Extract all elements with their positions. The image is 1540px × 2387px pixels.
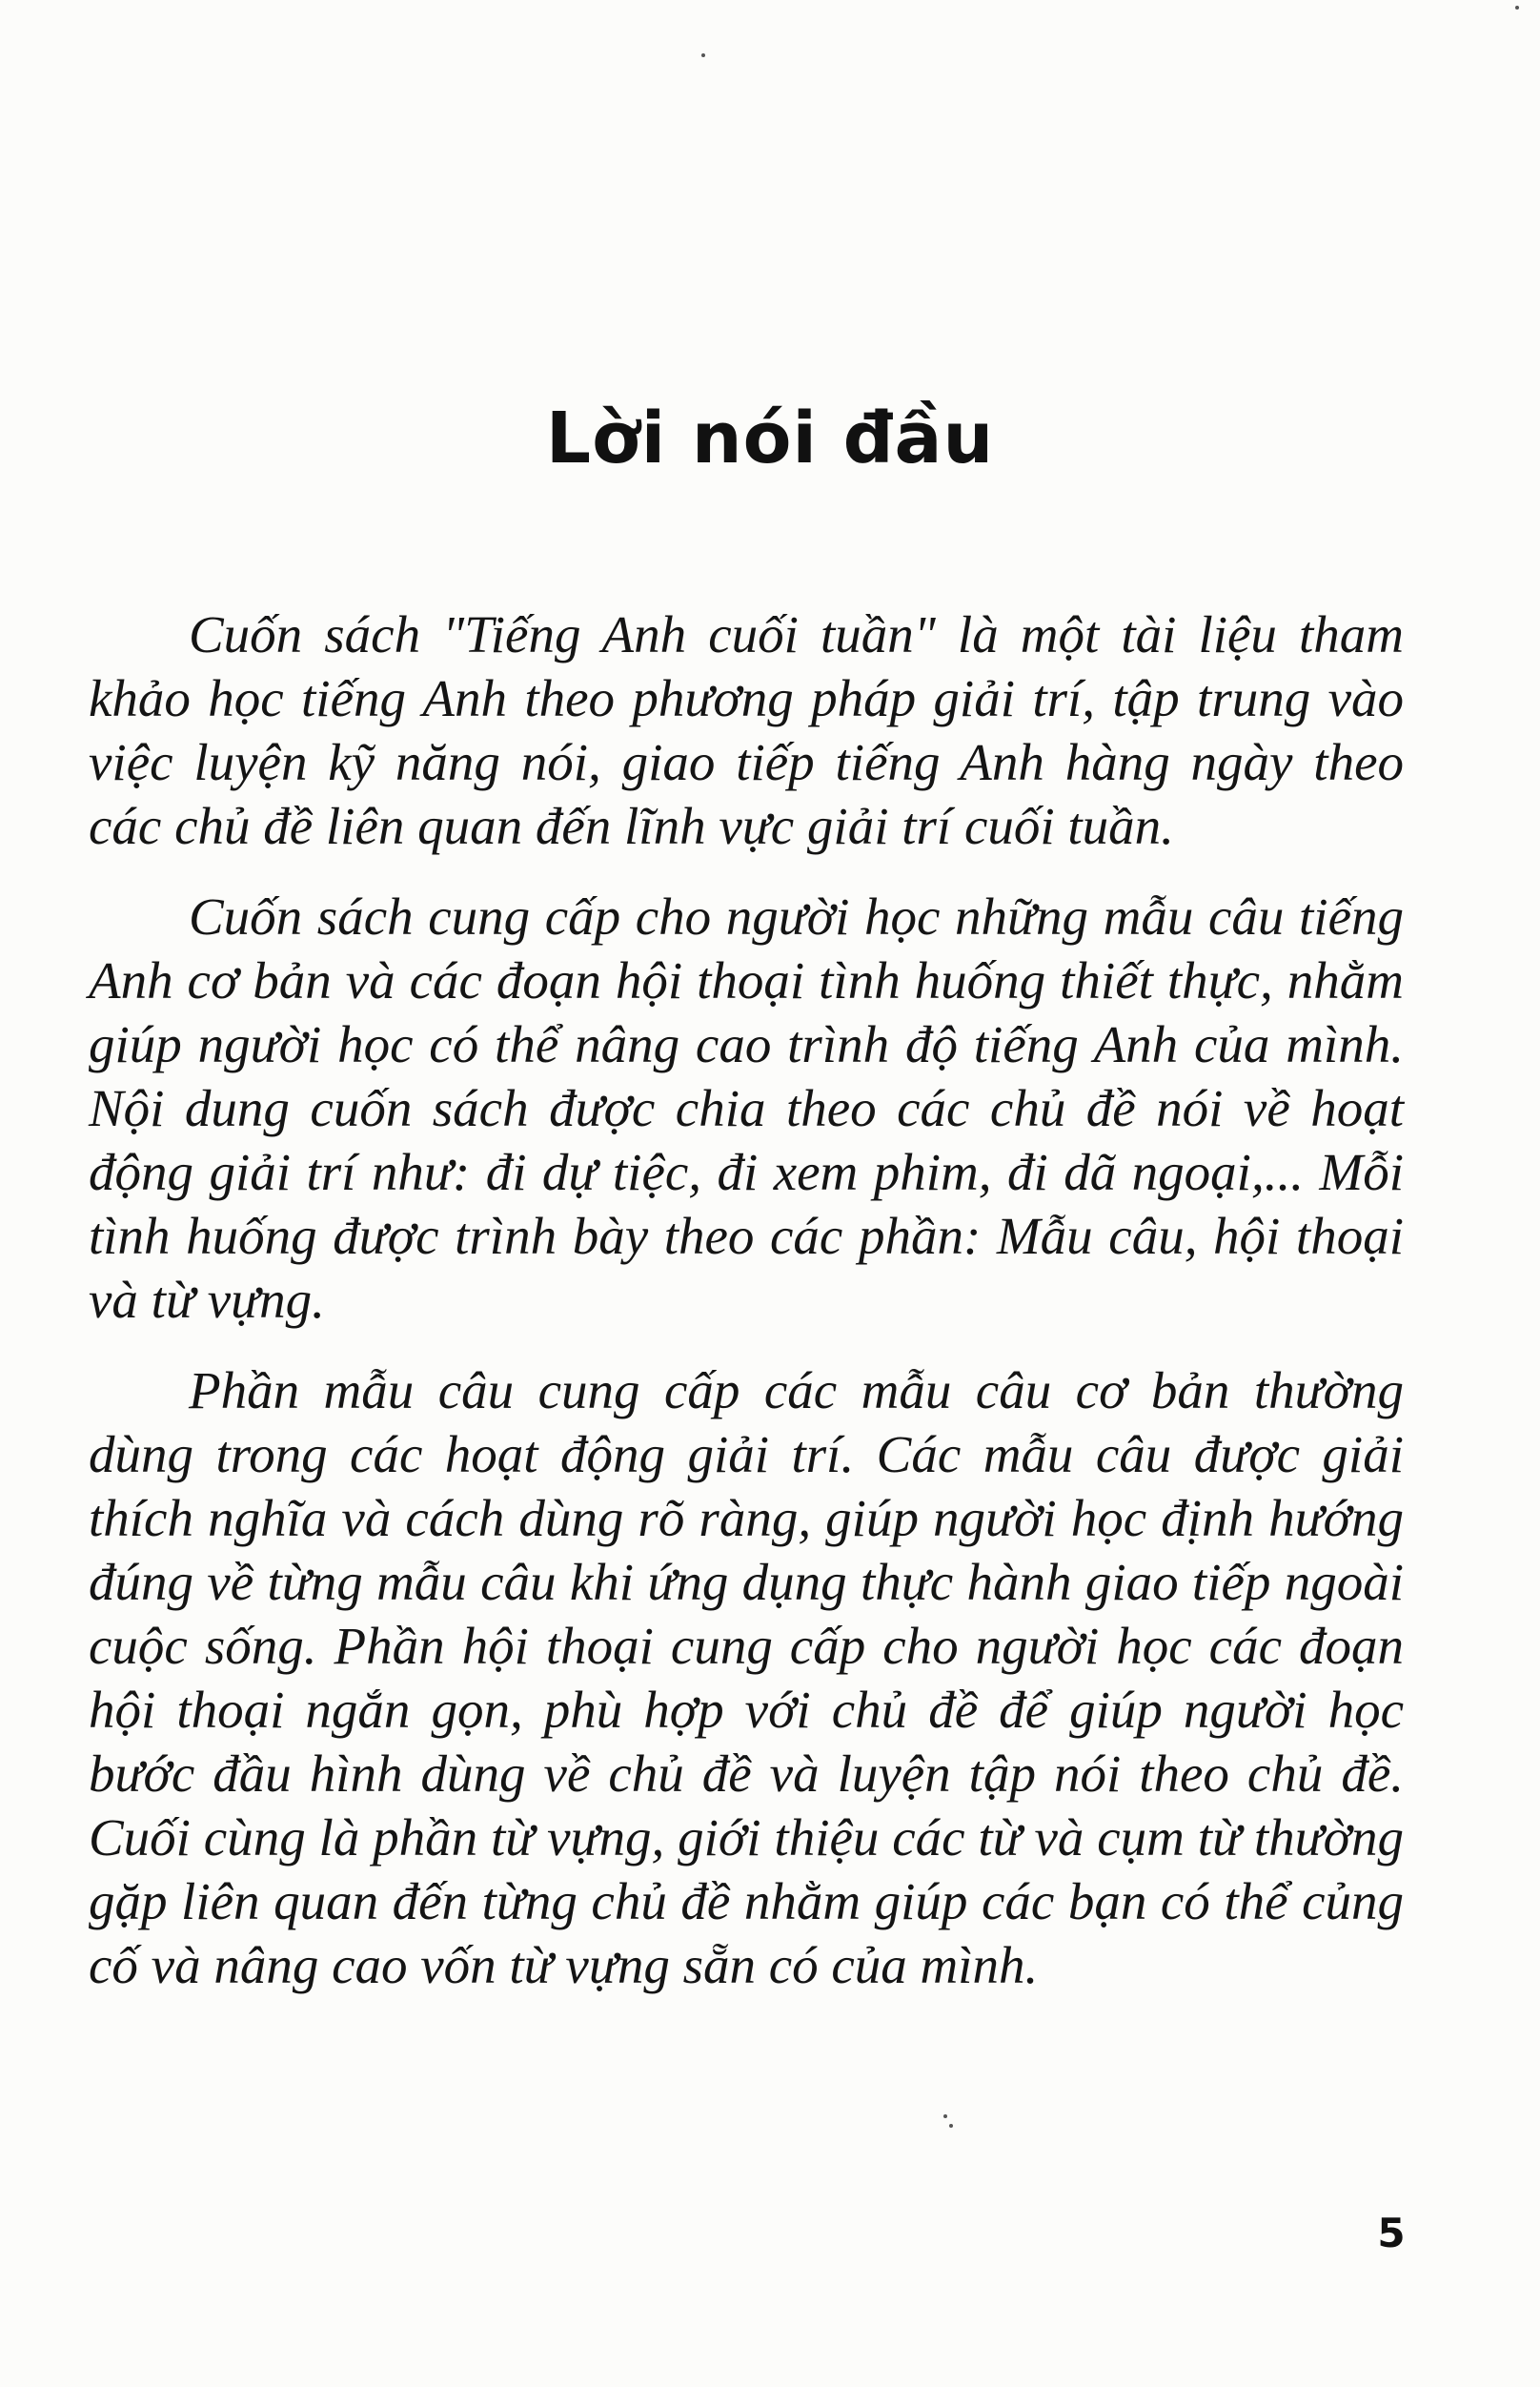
scan-speck	[943, 2114, 947, 2118]
page-title: Lời nói đầu	[545, 398, 995, 479]
scan-speck	[949, 2124, 953, 2128]
scan-speck	[1515, 6, 1519, 10]
paragraph-1: Cuốn sách "Tiếng Anh cuối tuần" là một tài liệu tham khảo học tiếng Anh theo phương pháp giải trí, tập trung vào việc luyện kỹ năng nói, giao tiếp tiếng Anh hàng ngày theo các chủ đề liên quan đến lĩnh vực giải trí cuối tuần.	[89, 605, 1404, 855]
scan-speck	[701, 53, 705, 57]
preface-body	[89, 602, 1404, 2024]
paragraph-3: Phần mẫu câu cung cấp các mẫu câu cơ bản thường dùng trong các hoạt động giải trí. Các mẫu câu được giải thích nghĩa và cách dùng rõ ràng, giúp người học định hướng đúng về từng mẫu câu khi ứng dụng thực hành giao tiếp ngoài cuộc sống. Phần hội thoại cung cấp cho người học các đoạn hội thoại ngắn gọn, phù hợp với chủ đề để giúp người học bước đầu hình dùng về chủ đề và luyện tập nói theo chủ đề. Cuối cùng là phần từ vựng, giới thiệu các từ và cụm từ thường gặp liên quan đến từng chủ đề nhằm giúp các bạn có thể củng cố và nâng cao vốn từ vựng sẵn có của mình.	[89, 1361, 1404, 1994]
page-number: 5	[1377, 2210, 1406, 2256]
paragraph-2: Cuốn sách cung cấp cho người học những mẫu câu tiếng Anh cơ bản và các đoạn hội thoại tình huống thiết thực, nhằm giúp người học có thể nâng cao trình độ tiếng Anh của mình. Nội dung cuốn sách được chia theo các chủ đề nói về hoạt động giải trí như: đi dự tiệc, đi xem phim, đi dã ngoại,... Mỗi tình huống được trình bày theo các phần: Mẫu câu, hội thoại và từ vựng.	[89, 887, 1404, 1329]
